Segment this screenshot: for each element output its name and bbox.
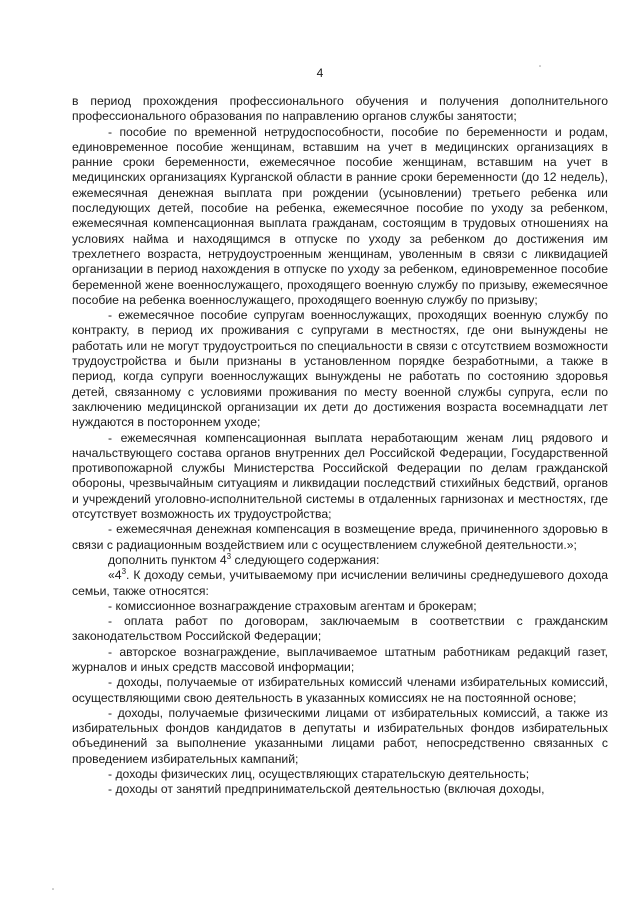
paragraph: - ежемесячное пособие супругам военнослужащих, проходящих военную службу по контракту, в период их проживания с супругами в местностях, где они вынуждены не работать или не могут трудоустроиться по специальности в связи с отсутствием возможности трудоустройства и были признаны в установленном порядке безработными, а также в период, когда супруги военнослужащих вынуждены не работать по состоянию здоровья детей, связанному с условиями проживания по месту военной службы супруга, если по заключению медицинской организации их дети до достижения возраста восемнадцати лет нуждаются в постороннем уходе; xyxy=(72,308,608,430)
paragraph: - ежемесячная компенсационная выплата неработающим женам лиц рядового и начальствующего состава органов внутренних дел Российской Федерации, Государственной противопожарной службы Министерства Российской Федерации по делам гражданской обороны, чрезвычайным ситуациям и ликвидации последствий стихийных бедствий, органов и учреждений уголовно-исполнительной системы в отдаленных гарнизонах и местностях, где отсутствует возможность их трудоустройства; xyxy=(72,430,608,522)
paragraph: в период прохождения профессионального обучения и получения дополнительного профессионального образования по направлению органов службы занятости; xyxy=(72,94,608,124)
paragraph: - оплата работ по договорам, заключаемым в соответствии с гражданским законодательством Российской Федерации; xyxy=(72,614,608,644)
paragraph: - доходы физических лиц, осуществляющих старательскую деятельность; xyxy=(108,767,530,782)
speck xyxy=(52,888,54,890)
superscript: 3 xyxy=(121,567,127,577)
paragraph-text: дополнить пунктом 4 xyxy=(108,552,227,567)
page-number: 4 xyxy=(316,66,324,80)
paragraph: - пособие по временной нетрудоспособности, пособие по беременности и родам, единовременное пособие женщинам, вставшим на учет в медицинских организациях в ранние сроки беременности, ежемесячное пособие женщинам, вставшим на учет в медицинских организациях Курганской области в ранние сроки беременности (до 12 недель), ежемесячная денежная выплата при рождении (усыновлении) третьего ребенка или последующих детей, пособие на ребенка, ежемесячное пособие по уходу за ребенком, ежемесячная компенсационная выплата гражданам, состоящим в трудовых отношениях на условиях найма и находящимся в отпуске по уходу за ребенком до достижения им трехлетнего возраста, нетрудоустроенным женщинам, уволенным в связи с ликвидацией организации в период нахождения в отпуске по уходу за ребенком, единовременное пособие беременной жене военнослужащего, проходящего военную службу по призыву, ежемесячное пособие на ребенка военнослужащего, проходящего военную службу по призыву; xyxy=(72,124,608,307)
paragraph: - ежемесячная денежная компенсация в возмещение вреда, причиненного здоровью в связи с радиационным воздействием или с осуществлением служебной деятельности.»; xyxy=(72,522,608,552)
paragraph: - доходы, получаемые физическими лицами от избирательных комиссий, а также из избирательных фондов кандидатов в депутаты и избирательных фондов избирательных объединений за выполнение указанными лицами работ, непосредственно связанных с проведением избирательных кампаний; xyxy=(72,705,608,766)
paragraph-text: . К доходу семьи, учитываемому при исчислении величины среднедушевого дохода семьи, также относятся: xyxy=(72,568,608,598)
paragraph: - комиссионное вознаграждение страховым агентам и брокерам; xyxy=(108,598,477,613)
superscript: 3 xyxy=(226,551,232,561)
paragraph-text: «4 xyxy=(108,568,122,583)
paragraph: - доходы, получаемые от избирательных комиссий членами избирательных комиссий, осуществляющими свою деятельность в указанных комиссиях не на постоянной основе; xyxy=(72,675,608,705)
speck xyxy=(539,65,541,67)
paragraph: - авторское вознаграждение, выплачиваемое штатным работникам редакций газет, журналов и иных средств массовой информации; xyxy=(72,644,608,674)
paragraph-text: следующего содержания: xyxy=(231,552,380,567)
paragraph: - доходы от занятий предпринимательской деятельностью (включая доходы, xyxy=(108,782,545,797)
